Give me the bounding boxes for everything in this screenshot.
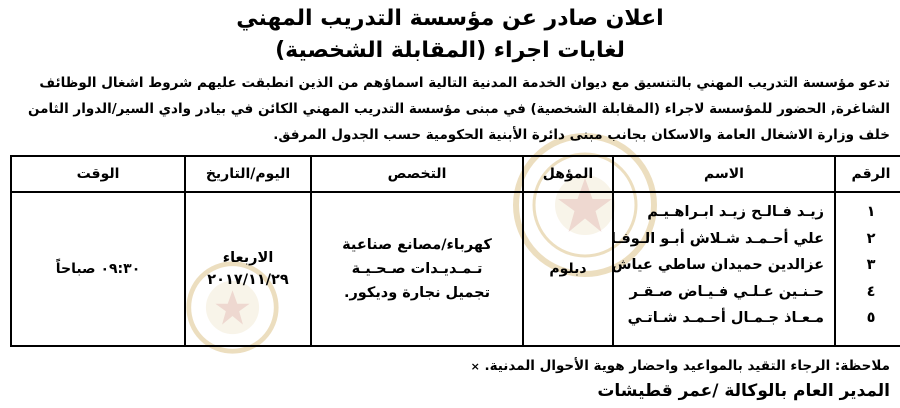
interview-date: ٢٠١٧/١١/٢٩ — [207, 272, 289, 288]
note-mark: × — [470, 360, 480, 373]
numbers-cell — [835, 192, 900, 346]
announcement-title: اعلان صادر عن مؤسسة التدريب المهني — [236, 6, 664, 31]
candidate-name: مـعـاذ جـمـال أحـمـد شـاتـي — [627, 310, 824, 326]
intro-line-1: تدعو مؤسسة التدريب المهني بالتنسيق مع ديوان الخدمة المدنية التالية اسماؤهم من الذين انطبقت عليهم شروط اشغال الوظائف — [39, 75, 890, 91]
header-day-date: اليوم/التاريخ — [185, 156, 311, 192]
header-specialty: التخصص — [311, 156, 523, 192]
intro-line-3: خلف وزارة الاشغال العامة والاسكان بجانب مبنى دائرة الأبنية الحكومية حسب الجدول المرفق. — [273, 127, 890, 143]
specialty-line-2: تـمـديـدات صـحـيـة — [351, 261, 483, 277]
header-number: الرقم — [835, 156, 900, 192]
header-name: الاسم — [613, 156, 835, 192]
day-date-cell — [185, 192, 311, 346]
header-qualification: المؤهل — [523, 156, 613, 192]
row-number: ٤ — [866, 283, 876, 300]
table-header-row — [11, 156, 900, 192]
candidate-name: زيـد فـالـح زيـد ابـراهـيـم — [647, 204, 824, 220]
candidate-name: حـنـين عـلـي فـيـاض صـقـر — [629, 283, 824, 300]
candidates-table — [10, 155, 900, 347]
specialty-line-1: كهرباء/مصانع صناعية — [342, 237, 492, 253]
specialty-line-3: تجميل نجارة وديكور. — [343, 285, 491, 301]
announcement-subtitle: لغايات اجراء (المقابلة الشخصية) — [275, 38, 625, 63]
names-cell — [610, 192, 835, 346]
interview-day: الاربعاء — [222, 250, 274, 266]
time-cell: ٠٩:٣٠ صباحاً — [11, 192, 185, 346]
intro-paragraph — [5, 70, 890, 148]
note-text: ملاحظة: الرجاء التقيد بالمواعيد واحضار هوية الأحوال المدنية. — [484, 358, 890, 374]
signature: المدير العام بالوكالة /عمر قطيشات — [597, 381, 890, 401]
note — [467, 358, 890, 374]
row-number: ٥ — [866, 310, 876, 326]
header-time: الوقت — [11, 156, 185, 192]
qualification-cell: دبلوم — [523, 192, 613, 346]
row-number: ٣ — [866, 257, 876, 273]
intro-line-2: الشاغرة, الحضور للمؤسسة لاجراء (المقابلة الشخصية) في مبنى مؤسسة التدريب المهني الكائن في بيادر وادي السير/الدوار الثامن — [27, 101, 890, 117]
row-number: ١ — [866, 204, 876, 220]
candidate-name: علي أحـمـد شـلاش أبـو الـوفـا — [610, 230, 824, 247]
table-body-row — [11, 192, 900, 346]
specialty-cell — [311, 192, 523, 346]
candidate-name: عزالدين حميدان ساطي عياش — [611, 257, 824, 273]
row-number: ٢ — [866, 230, 876, 247]
